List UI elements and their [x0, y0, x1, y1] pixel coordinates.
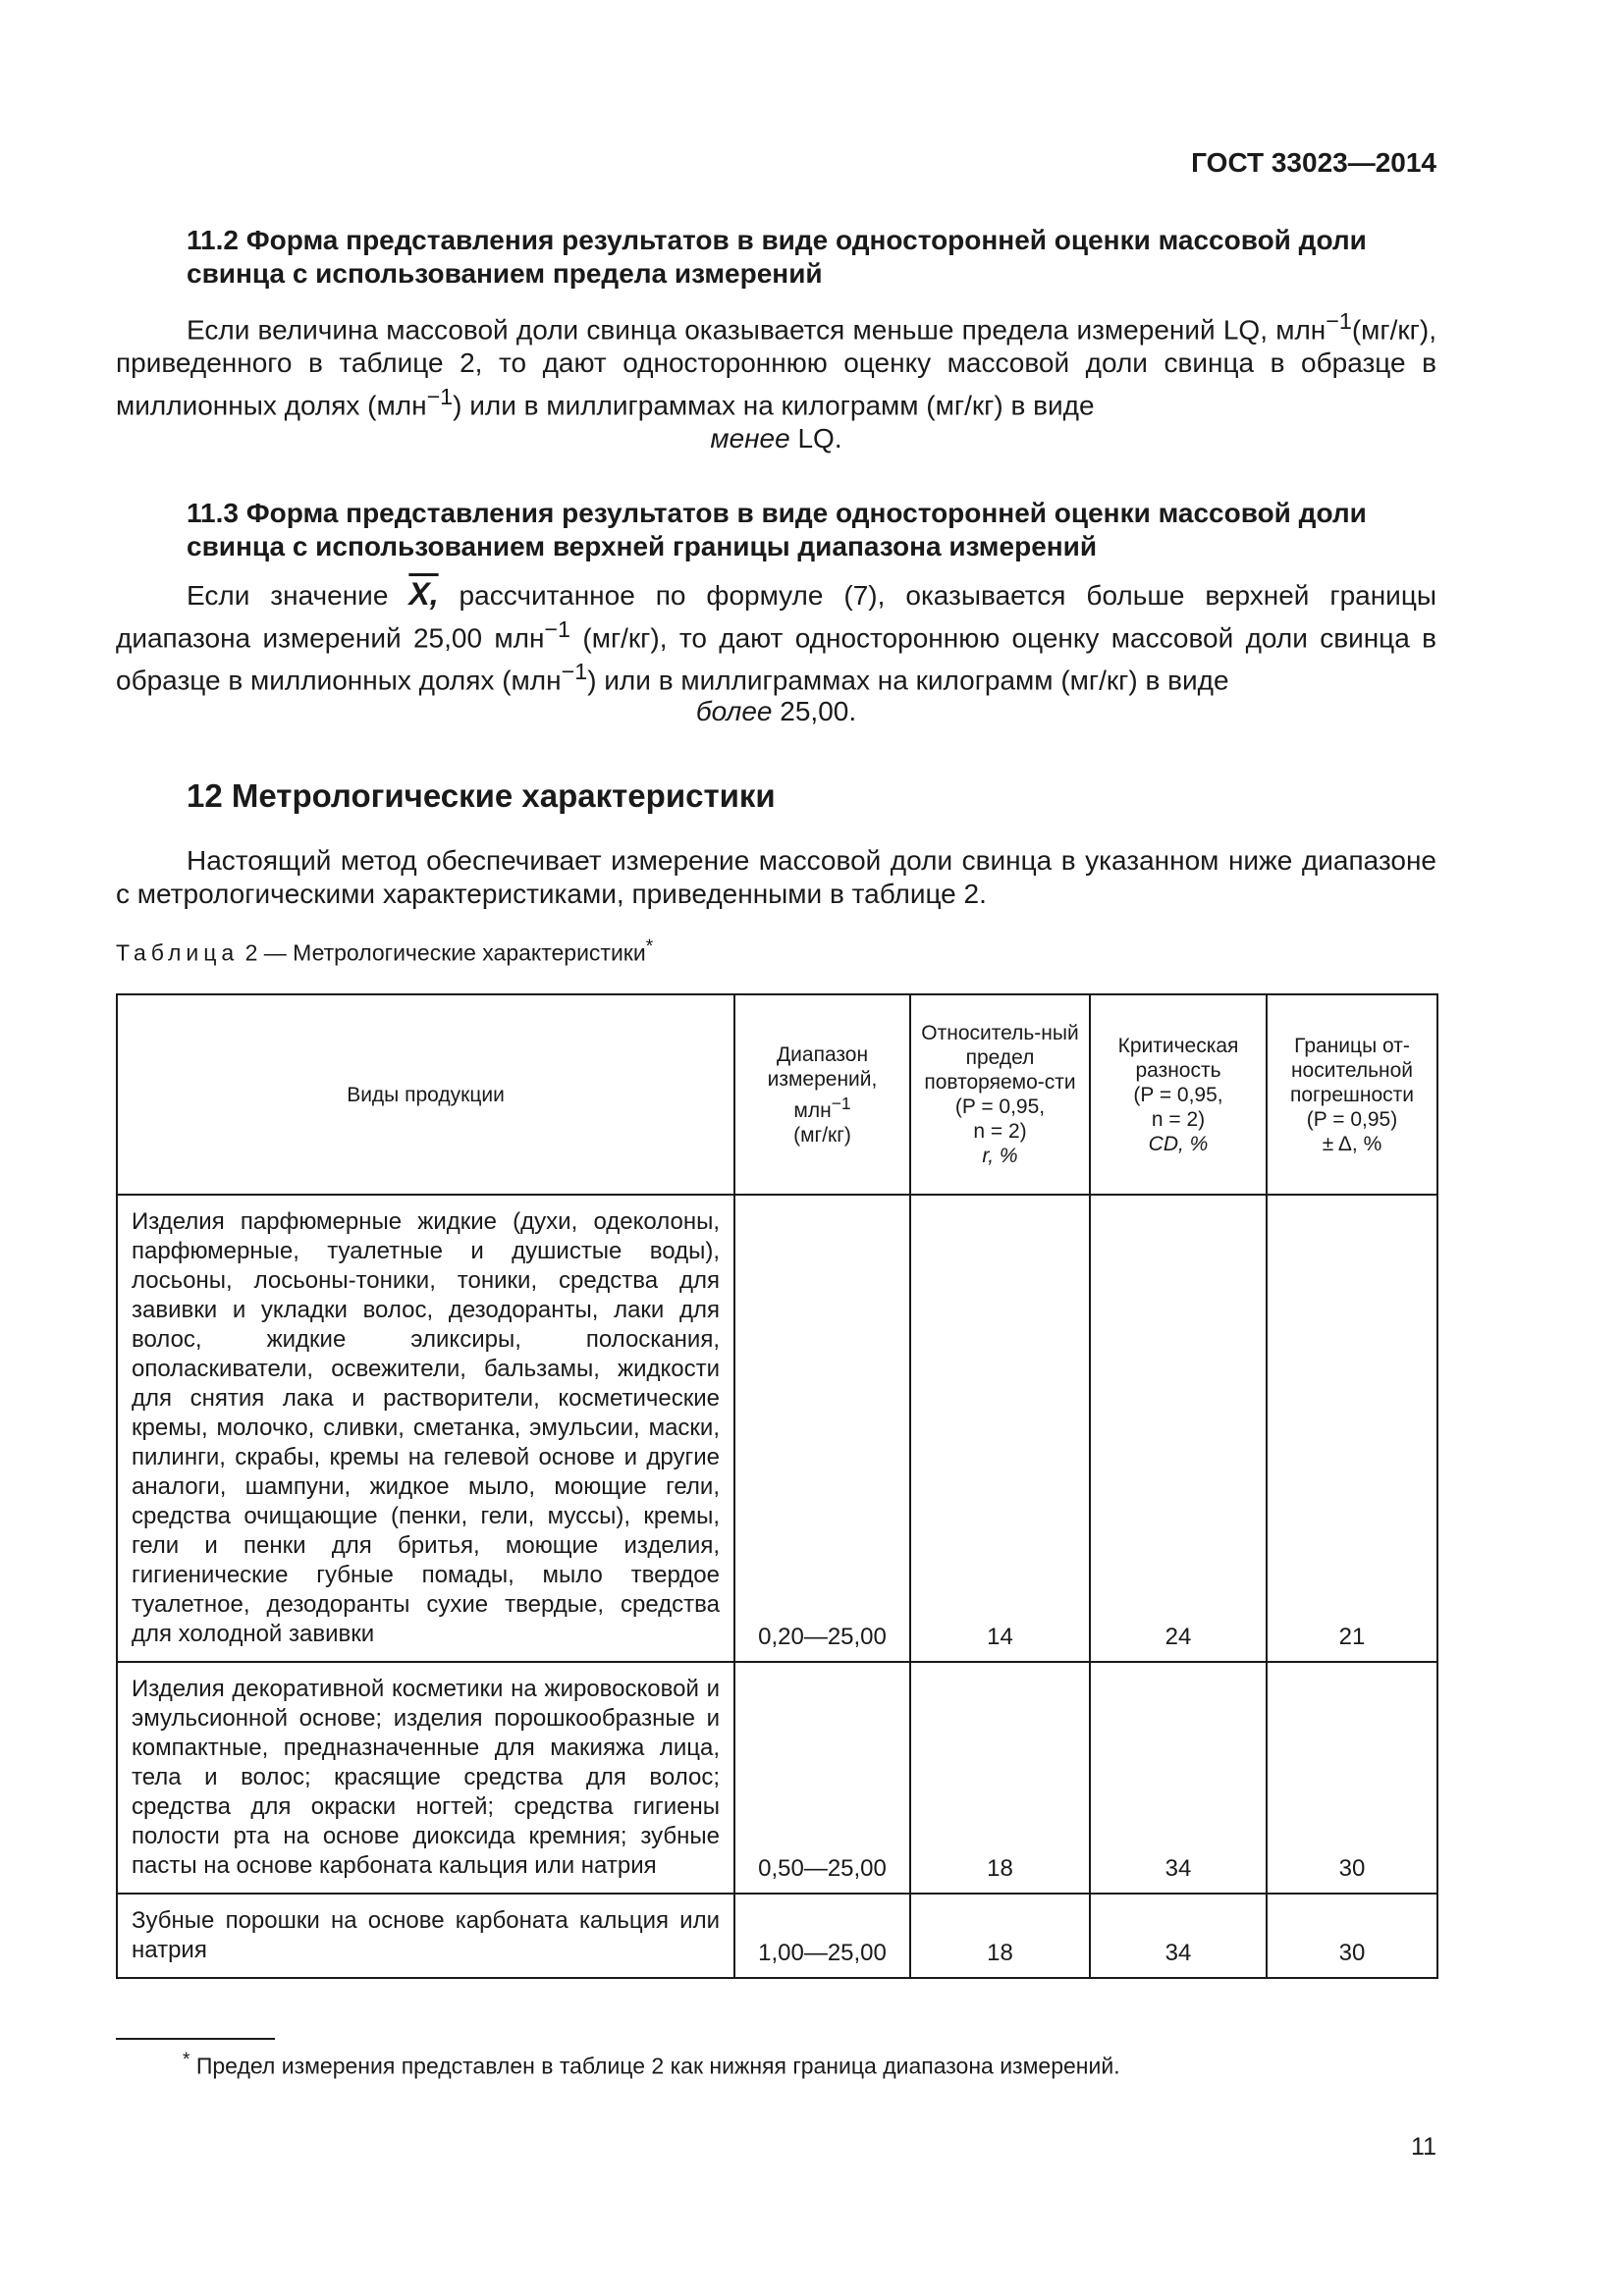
- table-header-row: [117, 994, 1437, 1195]
- x-mean-symbol: X,: [408, 576, 439, 612]
- footnote-divider: [116, 2038, 275, 2040]
- repeatability-cell: 18: [910, 1894, 1090, 1978]
- table-row: [117, 1195, 1437, 1662]
- table-row: [117, 1894, 1437, 1978]
- section-11-2-body-part3: ) или в миллиграммах на килограмм (мг/кг) в виде: [453, 390, 1095, 421]
- section-11-3-body-part4: ) или в миллиграммах на килограмм (мг/кг) в виде: [587, 665, 1229, 696]
- section-11-3-body-part2: рассчитанное по формуле (7), оказывается больше верхней границы диапазона измерений 25,00 млн: [116, 580, 1436, 654]
- product-cell: Изделия парфюмерные жидкие (духи, одеколоны, парфюмерные, туалетные и душистые воды), лосьоны, лосьоны-тоники, тоники, средства для завивки и укладки волос, дезодоранты, лаки для волос, жидкие эликсиры, полоскания, ополаскиватели, освежители, бальзамы, жидкости для снятия лака и растворители, косметические кремы, молочко, сливки, сметанка, эмульсии, маски, пилинги, скрабы, кремы на гелевой основе и другие аналоги, шампуни, жидкое мыло, моющие гели, средства очищающие (пенки, гели, муссы), кремы, гели и пенки для бритья, моющие изделия, гигиенические губные помады, мыло твердое туалетное, дезодоранты сухие твердые, средства для холодной завивки: [117, 1195, 734, 1662]
- section-11-3-body-part3: (мг/кг), то дают одностороннюю оценку массовой доли свинца в образце в миллионных долях (млн: [116, 622, 1436, 696]
- range-cell: 1,00—25,00: [734, 1894, 910, 1978]
- section-11-2-body-part1: Если величина массовой доли свинца оказывается меньше предела измерений LQ, млн: [187, 314, 1326, 346]
- error-bound-cell: 30: [1267, 1894, 1437, 1978]
- table-row: [117, 1662, 1437, 1894]
- section-12-title: 12 Метрологические характеристики: [187, 777, 776, 814]
- error-bound-cell: 21: [1267, 1195, 1437, 1662]
- header-product-types: [117, 994, 734, 1195]
- error-bound-cell: 30: [1267, 1662, 1437, 1894]
- section-11-3-body: [116, 577, 1436, 698]
- critical-difference-cell: 24: [1090, 1195, 1267, 1662]
- footnote-mark: *: [183, 2050, 190, 2070]
- range-cell: 0,20—25,00: [734, 1195, 910, 1662]
- header-text: (мг/кг): [793, 1123, 851, 1147]
- section-11-3-body-part1: Если значение: [187, 580, 409, 611]
- repeatability-cell: 14: [910, 1195, 1090, 1662]
- header-text: n = 2): [1151, 1107, 1206, 1131]
- superscript: −1: [426, 384, 454, 410]
- section-11-2-title-line1: 11.2 Форма представления результатов в виде односторонней оценки массовой доли: [187, 225, 1367, 255]
- table-caption: [116, 936, 653, 967]
- superscript: −1: [544, 616, 571, 642]
- section-11-2-title-line2: свинца с использованием предела измерений: [187, 258, 823, 289]
- page-number: 11: [1411, 2133, 1436, 2161]
- header-repeatability: [910, 994, 1090, 1195]
- formula-word: более: [695, 696, 773, 726]
- header-text: r, %: [982, 1145, 1018, 1167]
- formula-value: LQ.: [789, 423, 842, 454]
- formula-word: менее: [710, 423, 790, 454]
- superscript: −1: [1326, 308, 1352, 334]
- footnote-mark: *: [645, 936, 654, 957]
- header-error-bounds: [1267, 994, 1437, 1195]
- header-text: CD, %: [1148, 1132, 1209, 1155]
- metrology-table: [116, 993, 1438, 1979]
- header-text: (P = 0,95,: [954, 1095, 1046, 1118]
- section-11-3-formula: [116, 695, 1436, 728]
- section-11-2-formula: [116, 422, 1436, 455]
- header-text: Критическая разность: [1117, 1034, 1239, 1082]
- footnote-text: Предел измерения представлен в таблице 2 как нижняя граница диапазона измерений.: [189, 2053, 1120, 2079]
- section-11-3-title-line1: 11.3 Форма представления результатов в виде односторонней оценки массовой доли: [187, 498, 1367, 528]
- repeatability-cell: 18: [910, 1662, 1090, 1894]
- header-range: [734, 994, 910, 1195]
- header-text: Относитель-ный предел повторяемо-сти: [921, 1022, 1079, 1094]
- product-cell: Зубные порошки на основе карбоната кальция или натрия: [117, 1894, 734, 1978]
- footnote: [183, 2050, 1120, 2080]
- document-number: ГОСТ 33023—2014: [1191, 147, 1436, 178]
- header-text: ± Δ, %: [1322, 1132, 1382, 1155]
- critical-difference-cell: 34: [1090, 1894, 1267, 1978]
- header-critical-difference: [1090, 994, 1267, 1195]
- range-cell: 0,50—25,00: [734, 1662, 910, 1894]
- section-11-2-body: [116, 304, 1436, 423]
- header-text: (P = 0,95): [1306, 1107, 1398, 1131]
- critical-difference-cell: 34: [1090, 1662, 1267, 1894]
- superscript: −1: [561, 659, 588, 685]
- header-text: Границы от-носительной погрешности: [1289, 1034, 1415, 1106]
- header-text: n = 2): [973, 1120, 1027, 1143]
- section-12-body: [116, 844, 1436, 911]
- table-caption-label: Таблица: [116, 939, 240, 966]
- superscript: −1: [831, 1093, 851, 1113]
- product-cell: Изделия декоративной косметики на жировосковой и эмульсионной основе; изделия порошкообразные и компактные, предназначенные для макияжа лица, тела и волос; красящие средства для волос; средства для окраски ногтей; средства гигиены полости рта на основе диоксида кремния; зубные пасты на основе карбоната кальция или натрия: [117, 1662, 734, 1894]
- section-12-body-text: Настоящий метод обеспечивает измерение массовой доли свинца в указанном ниже диапазоне с метрологическими характеристиками, приведенными в таблице 2.: [116, 845, 1436, 909]
- section-11-3-title-line2: свинца с использованием верхней границы диапазона измерений: [187, 531, 1098, 561]
- header-unit: [745, 1092, 899, 1123]
- section-11-2-body-part2: (мг/кг), приведенного в таблице 2, то дают одностороннюю оценку массовой доли свинца в образце в миллионных долях (млн: [116, 314, 1436, 421]
- header-text: Диапазон измерений,: [767, 1042, 878, 1091]
- table-caption-text: 2 — Метрологические характеристики: [239, 939, 646, 966]
- header-text: млн: [793, 1098, 832, 1122]
- formula-value: 25,00.: [772, 696, 857, 726]
- header-text: Виды продукции: [347, 1083, 505, 1106]
- header-text: (P = 0,95,: [1133, 1083, 1223, 1106]
